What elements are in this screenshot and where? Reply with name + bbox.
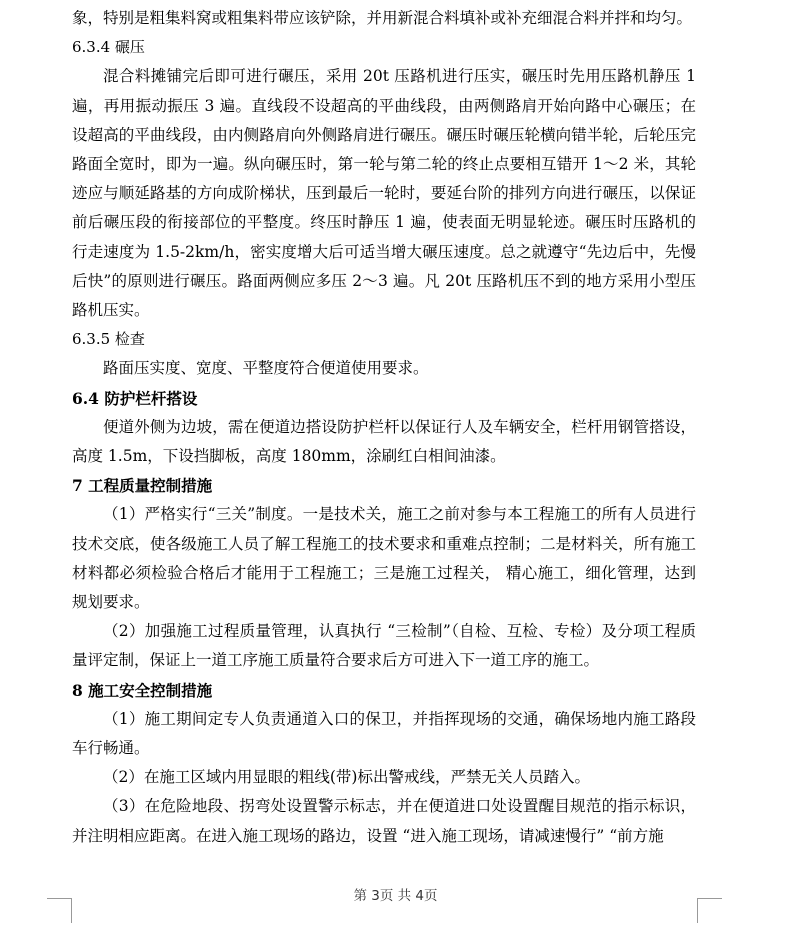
document-body	[72, 4, 696, 851]
paragraph-text: （2）加强施工过程质量管理，认真执行 “三检制”（自检、互检、专检）及分项工程质量评定制，保证上一道工序施工质量符合要求后方可进入下一道工序的施工。	[72, 622, 696, 670]
paragraph-text: 路面压实度、宽度、平整度符合便道使用要求。	[103, 359, 429, 378]
section-heading-7: 7 工程质量控制措施	[72, 476, 213, 496]
margin-corner-mark-right	[697, 898, 722, 923]
section-heading-6-3-4: 6.3.4 碾压	[72, 38, 145, 57]
section-heading-6-3-5: 6.3.5 检查	[72, 330, 145, 349]
page-number-footer: 第 3页 共 4页	[353, 888, 438, 904]
paragraph-text: 象，特别是粗集料窝或粗集料带应该铲除，并用新混合料填补或补充细混合料并拌和均匀。	[72, 9, 693, 27]
paragraph-text: 混合料摊铺完后即可进行碾压，采用 20t 压路机进行压实，碾压时先用压路机静压 1 遍，再用振动振压 3 遍。直线段不设超高的平曲线段，由两侧路肩开始向路中心碾压；在设超高的平曲线段，由内侧路肩向外侧路肩进行碾压。碾压时碾压轮横向错半轮，后轮压完路面全宽时，即为一遍。纵向碾压时，第一轮与第二轮的终止点要相互错开 1～2 米，其轮迹应与顺延路基的方向成阶梯状，压到最后一轮时，要延台阶的排列方向进行碾压，以保证前后碾压段的衔接部位的平整度。终压时静压 1 遍，使表面无明显轮迹。碾压时压路机的行走速度为 1.5-2km/h，密实度增大后可适当增大碾压速度。总之就遵守“先边后中，先慢后快”的原则进行碾压。路面两侧应多压 2～3 遍。凡 20t 压路机压不到的地方采用小型压路机压实。	[72, 67, 696, 320]
paragraph-text: （1）施工期间定专人负责通道入口的保卫，并指挥现场的交通，确保场地内施工路段车行畅通。	[72, 709, 696, 758]
margin-corner-mark-left	[47, 898, 72, 923]
paragraph-text: （2）在施工区域内用显眼的粗线(带)标出警戒线，严禁无关人员踏入。	[103, 768, 590, 787]
paragraph-text: （3）在危险地段、拐弯处设置警示标志，并在便道进口处设置醒目规范的指示标识，并注明相应距离。在进入施工现场的路边，设置 “进入施工现场，请减速慢行” “前方施	[72, 797, 696, 845]
paragraph-text: 便道外侧为边坡，需在便道边搭设防护栏杆以保证行人及车辆安全，栏杆用钢管搭设，高度 1.5m，下设挡脚板，高度 180mm，涂刷红白相间油漆。	[72, 417, 696, 466]
paragraph-text: （1）严格实行“三关”制度。一是技术关，施工之前对参与本工程施工的所有人员进行技术交底，使各级施工人员了解工程施工的技术要求和重难点控制；二是材料关，所有施工材料都必须检验合格后才能用于工程施工；三是施工过程关， 精心施工，细化管理，达到规划要求。	[72, 505, 696, 612]
section-heading-6-4: 6.4 防护栏杆搭设	[72, 388, 198, 408]
section-heading-8: 8 施工安全控制措施	[72, 680, 213, 700]
